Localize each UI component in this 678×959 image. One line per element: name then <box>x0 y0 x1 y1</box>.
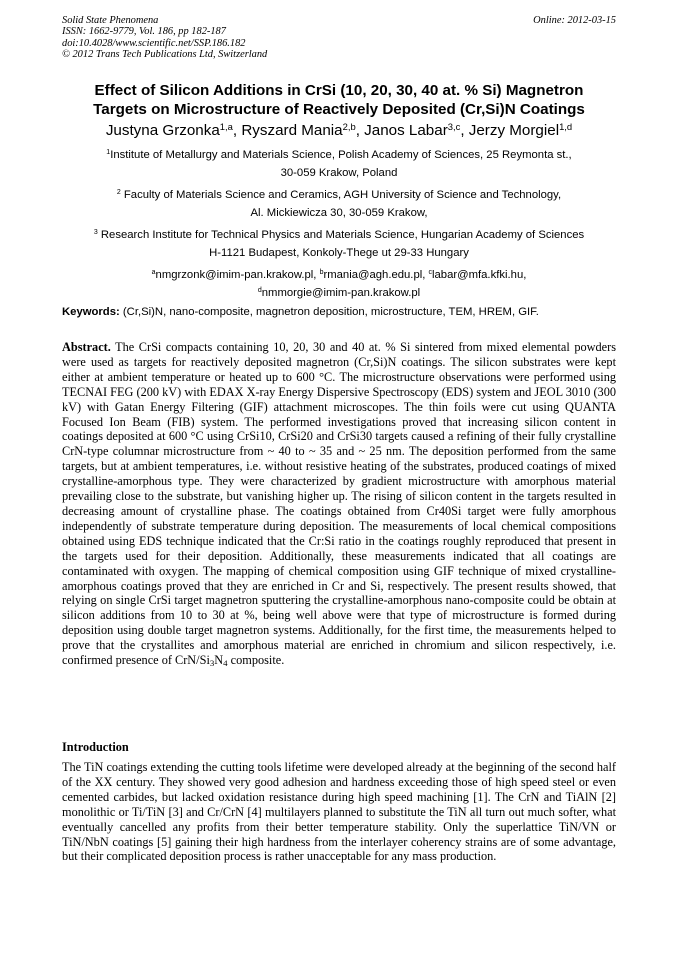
keywords-label: Keywords: <box>62 306 120 318</box>
email-mark: d <box>257 287 262 295</box>
section-heading-introduction: Introduction <box>62 740 129 754</box>
author-name: Justyna Grzonka <box>105 122 220 139</box>
email-mark: b <box>319 269 324 277</box>
email-address[interactable]: rmania@agh.edu.pl, <box>323 269 429 281</box>
subscript: 3 <box>209 658 215 669</box>
affiliation <box>62 147 616 181</box>
affiliation-line <box>62 227 616 245</box>
affiliation-number: 1 <box>106 149 111 157</box>
email-mark: a <box>151 269 156 277</box>
author <box>106 122 242 139</box>
abstract-label: Abstract. <box>62 340 111 354</box>
keywords-text: (Cr,Si)N, nano-composite, magnetron deposition, microstructure, TEM, HREM, GIF. <box>119 306 539 318</box>
paper-title <box>62 81 616 119</box>
author-separator: , <box>460 122 469 139</box>
author-separator: , <box>355 122 365 139</box>
email-mark: c <box>428 269 433 277</box>
author-list <box>62 121 616 141</box>
online-date: Online: 2012-03-15 <box>533 15 616 26</box>
author-name: Jerzy Morgiel <box>468 122 560 139</box>
author-affiliation-mark: 1,a <box>219 120 233 132</box>
title-line-1: Effect of Silicon Additions in CrSi (10, 20, 30, 40 at. % Si) Magnetron <box>94 82 584 99</box>
email-address[interactable]: nmgrzonk@imim-pan.krakow.pl, <box>155 269 320 281</box>
affiliation-text: Institute of Metallurgy and Materials Science, Polish Academy of Sciences, 25 Reymonta st., <box>110 149 572 161</box>
affiliation <box>62 187 616 221</box>
abstract-text: composite. <box>227 653 285 668</box>
doi-line: doi:10.4028/www.scientific.net/SSP.186.182 <box>62 37 246 49</box>
affiliation-line <box>62 187 616 205</box>
issn-line: ISSN: 1662-9779, Vol. 186, pp 182-187 <box>62 26 226 38</box>
introduction-paragraph: The TiN coatings extending the cutting tools lifetime were developed already at the beginning of the second half of the XX century. They showed very good adhesion and hardness exceeding those of high speed steel or even cemented carbides, but lacked oxidation resistance during high speed machining [1]. The CrN and TiAlN [2] monolithic or Ti/TiN [3] and Cr/CrN [4] multilayers planned to substitute the TiN all turn out much softer, what eventually cancelled any profits from their better temperature stability. Only the superlattice TiN/VN or TiN/NbN coatings [5] gaining their high hardness from the interlayer coherency strains are of some advantage, but their complicated deposition process is rather unacceptable for any mass production. <box>62 760 616 864</box>
author-affiliation-mark: 3,c <box>447 120 461 132</box>
email-address[interactable]: nmmorgie@imim-pan.krakow.pl <box>261 287 421 299</box>
affiliation-line <box>62 147 616 165</box>
affiliation-address: Al. Mickiewicza 30, 30-059 Krakow, <box>250 207 428 219</box>
abstract-text: The CrSi compacts containing 10, 20, 30 and 40 at. % Si sintered from mixed elemental powders were used as targets for reactively deposited magnetron (Cr,Si)N coatings. The silicon substrates were kept either at ambient temperature or heated up to 600 °C. The microstructure observations were performed using TECNAI FEG (200 kV) with EDAX X-ray Energy Dispersive Spectroscopy (EDS) system and JEOL 3010 (300 kV) with Gatan Energy Filtering (GIF) attachment microscopes. The thin foils were cut using QUANTA Focused Ion Beam (FIB) system. The performed investigations proved that increasing silicon content in coatings deposited at 600 °C using CrSi10, CrSi20 and CrSi30 targets caused a refining of their fully crystalline CrN-type columnar microstructure from ~ 40 to ~ 35 and ~ 25 nm. The deposition performed from the same targets, but at ambient temperatures, i.e. without resistive heating of the substrates, produced coatings of mixed crystalline-amorphous type. They were characterized by gradient microstructure with amorphous material prevailing close to the substrate, but vanishing higher up. The rising of silicon content in the targets resulted in decreasing amount of crystalline phase. The coatings obtained from Cr40Si target were fully amorphous independently of substrate temperature during deposition. The measurements of local chemical compositions obtained using EDS technique indicated that the Cr:Si ratio in the coatings roughly reproduced that present in the targets used for their deposition. Additionally, these measurements indicated that all coatings are contaminated with oxygen. The mapping of chemical composition using GIF technique of mixed crystalline-amorphous coatings proved that they are enriched in Cr and Si, respectively. The present results showed, that relying on single CrSi target magnetron sputtering the crystalline-amorphous nano-composite could be obtain at silicon additions from 10 to 30 at %, being well above were that type of microstructure is formed during deposition using double target magnetron systems. Additionally, for the first time, the measurements helped to prove that the crystallites and amorphous material are enriched in chromium and silicon respectively, i.e. confirmed presence of CrN/Si <box>62 340 616 668</box>
author-separator: , <box>232 122 242 139</box>
abstract <box>62 340 616 669</box>
author-affiliation-mark: 1,d <box>559 120 573 132</box>
email-line <box>62 267 616 285</box>
affiliation-number: 3 <box>93 229 98 237</box>
author <box>364 122 469 139</box>
email-address[interactable]: labar@mfa.kfki.hu, <box>432 269 527 281</box>
affiliations <box>62 147 616 303</box>
affiliation-address: H-1121 Budapest, Konkoly-Thege ut 29-33 Hungary <box>209 247 469 259</box>
affiliation-address: 30-059 Krakow, Poland <box>280 167 398 179</box>
affiliation <box>62 227 616 261</box>
affiliation-number: 2 <box>116 189 121 197</box>
author <box>469 122 572 139</box>
email-list <box>62 267 616 303</box>
author-name: Ryszard Mania <box>241 122 343 139</box>
keywords <box>62 305 616 319</box>
author <box>241 122 364 139</box>
copyright-line: © 2012 Trans Tech Publications Ltd, Switzerland <box>62 49 268 61</box>
affiliation-text: Research Institute for Technical Physics and Materials Science, Hungarian Academy of Sciences <box>97 229 585 241</box>
abstract-text: N <box>214 653 224 668</box>
author-name: Janos Labar <box>364 122 448 139</box>
subscript: 4 <box>223 658 228 669</box>
author-affiliation-mark: 2,b <box>342 120 356 132</box>
affiliation-text: Faculty of Materials Science and Ceramics, AGH University of Science and Technology, <box>120 189 562 201</box>
journal-header <box>62 15 267 61</box>
email-line <box>62 285 616 303</box>
title-line-2: Targets on Microstructure of Reactively Deposited (Cr,Si)N Coatings <box>93 101 585 118</box>
journal-name: Solid State Phenomena <box>62 15 159 26</box>
